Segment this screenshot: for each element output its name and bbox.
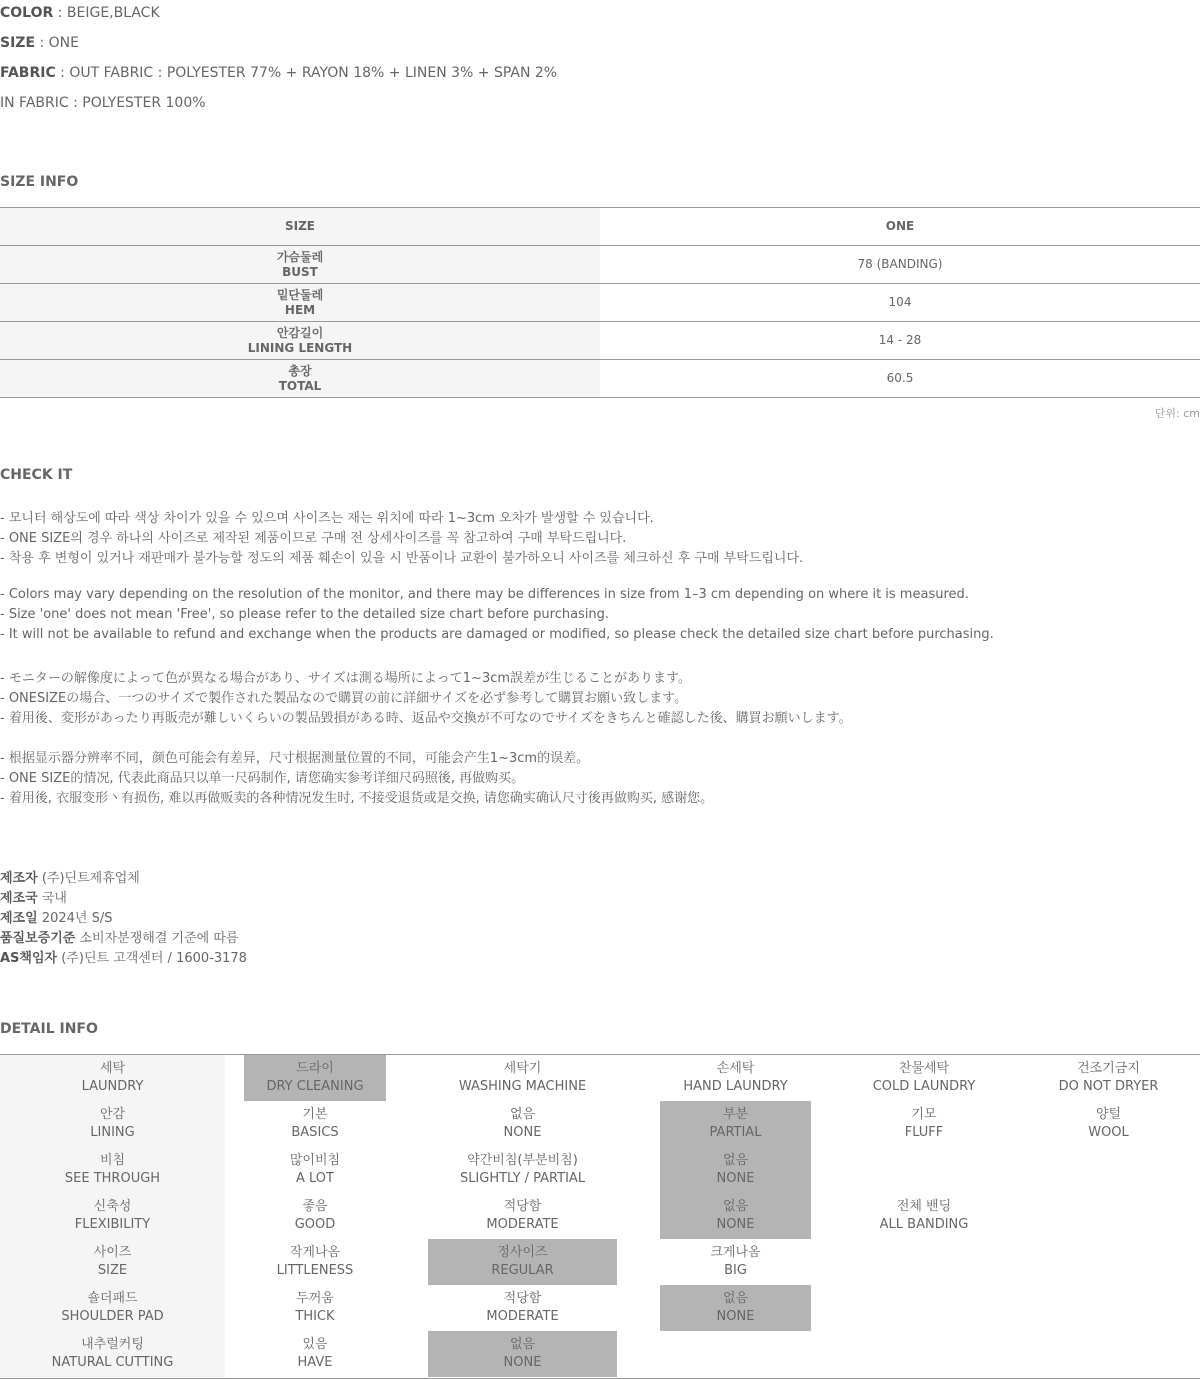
size-row-label (0, 284, 600, 322)
detail-text-en: DRY CLEANING (266, 1079, 364, 1094)
detail-option (428, 1055, 617, 1101)
spec-color (0, 5, 160, 21)
detail-text-en: FLUFF (904, 1125, 944, 1140)
spec-color-label: COLOR (0, 5, 54, 21)
detail-text-ko: 없음 (509, 1107, 536, 1122)
detail-text-en: SLIGHTLY / PARTIAL (459, 1171, 586, 1186)
detail-text-ko: 찬물세탁 (898, 1061, 950, 1076)
detail-text-ko: 많이비침 (289, 1153, 341, 1168)
detail-text-en: NONE (503, 1355, 542, 1370)
maker-line (0, 927, 238, 946)
size-row-value: 60.5 (600, 360, 1200, 398)
maker-value: 국내 (37, 891, 67, 906)
size-row-label-ko: 안감길이 (276, 325, 324, 340)
detail-text-ko: 없음 (722, 1199, 749, 1214)
detail-option-selected (660, 1193, 811, 1239)
detail-option (244, 1147, 386, 1193)
detail-text-en: NATURAL CUTTING (51, 1355, 174, 1370)
detail-text-ko: 크게나옴 (710, 1245, 761, 1260)
size-table (0, 207, 1200, 398)
maker-line (0, 887, 67, 906)
maker-label: 품질보증기준 (0, 931, 76, 946)
detail-row-label (0, 1331, 225, 1377)
detail-option-selected (660, 1101, 811, 1147)
detail-text-en: SEE THROUGH (64, 1171, 161, 1186)
detail-option (244, 1331, 386, 1377)
detail-option (660, 1239, 811, 1285)
detail-text-en: PARTIAL (709, 1125, 762, 1140)
detail-text-en: SIZE (97, 1263, 128, 1278)
detail-text-en: NONE (716, 1309, 755, 1324)
detail-option (428, 1193, 617, 1239)
maker-label: AS책임자 (0, 951, 58, 966)
check-line: - モニターの解像度によって色が異なる場合があり、サイズは測る場所によって1~3cm誤差が生じることがあります。 (0, 671, 691, 686)
detail-text-ko: 건조기금지 (1077, 1061, 1140, 1076)
size-row (0, 284, 1200, 322)
size-row-label-en: LINING LENGTH (247, 340, 353, 355)
detail-option-selected (428, 1331, 617, 1377)
detail-row-label (0, 1147, 225, 1193)
maker-line (0, 867, 140, 886)
size-row (0, 246, 1200, 284)
check-line: - Colors may vary depending on the resolution of the monitor, and there may be differences in size from 1–3 cm depending on where it is measured. (0, 587, 969, 602)
detail-text-ko: 적당함 (503, 1199, 542, 1214)
detail-row-label (0, 1101, 225, 1147)
detail-text-ko: 없음 (722, 1153, 749, 1168)
detail-text-en: COLD LAUNDRY (872, 1079, 976, 1094)
detail-text-ko: 없음 (722, 1291, 749, 1306)
detail-text-ko: 내추럴커팅 (81, 1337, 144, 1352)
detail-text-ko: 작게나옴 (289, 1245, 341, 1260)
check-line: - 根据显示器分辨率不同，颜色可能会有差异，尺寸根据测量位置的不同，可能会产生1~3cm的误差。 (0, 751, 590, 766)
maker-value: (주)딘트제휴업체 (37, 871, 140, 886)
maker-value: 소비자분쟁해결 기준에 따름 (75, 931, 239, 946)
detail-text-ko: 손세탁 (716, 1061, 755, 1076)
detail-option (835, 1193, 1013, 1239)
spec-size (0, 35, 79, 51)
detail-text-ko: 신축성 (93, 1199, 132, 1214)
maker-label: 제조국 (0, 891, 38, 906)
detail-text-en: LAUNDRY (81, 1079, 144, 1094)
spec-fabric (0, 65, 557, 81)
detail-text-en: DO NOT DRYER (1058, 1079, 1159, 1094)
check-line: - ONE SIZE的情况, 代表此商品只以单一尺码制作, 请您确实参考详细尺码照後, 再做购买。 (0, 771, 525, 786)
spec-size-value: : ONE (35, 35, 79, 51)
detail-option (244, 1285, 386, 1331)
detail-option-selected (660, 1147, 811, 1193)
detail-option-selected (244, 1055, 386, 1101)
detail-text-ko: 있음 (302, 1337, 328, 1352)
detail-text-ko: 세탁 (99, 1061, 126, 1076)
detail-text-en: NONE (716, 1171, 755, 1186)
size-row-label-en: TOTAL (278, 378, 322, 393)
spec-fabric-value: : OUT FABRIC : POLYESTER 77% + RAYON 18% + LINEN 3% + SPAN 2% (55, 65, 558, 81)
detail-text-ko: 기모 (911, 1107, 937, 1122)
check-line: - It will not be available to refund and exchange when the products are damaged or modified, so please check the detailed size chart before purchasing. (0, 627, 994, 642)
detail-text-en: GOOD (294, 1217, 336, 1232)
detail-option (428, 1285, 617, 1331)
maker-line (0, 907, 112, 926)
size-table-header (0, 208, 1200, 246)
maker-value: 2024년 S/S (37, 911, 113, 926)
detail-option (428, 1101, 617, 1147)
detail-text-ko: 두꺼움 (296, 1291, 334, 1306)
check-line: - Size 'one' does not mean 'Free', so please refer to the detailed size chart before purchasing. (0, 607, 610, 622)
detail-text-en: HAND LAUNDRY (683, 1079, 788, 1094)
size-row-value: 14 - 28 (600, 322, 1200, 360)
detail-text-en: LINING (90, 1125, 135, 1140)
size-info-title: SIZE INFO (0, 174, 79, 190)
size-row-label-en: BUST (282, 264, 318, 279)
check-line: - 着用後、変形があったり再販売が難しいくらいの製品毀損がある時、返品や交換が不可なのでサイズをきちんと確認した後、購買お願いします。 (0, 711, 852, 726)
detail-text-en: ALL BANDING (879, 1217, 969, 1232)
size-header-label: SIZE (0, 208, 600, 246)
detail-text-en: WOOL (1088, 1125, 1129, 1140)
detail-option (1017, 1101, 1200, 1147)
detail-text-ko: 약간비침(부분비침) (467, 1153, 578, 1168)
size-row-value: 104 (600, 284, 1200, 322)
detail-text-ko: 부분 (722, 1107, 749, 1122)
check-line: - 着用後, 衣服变形丶有损伤, 难以再做贩卖的各种情况发生时, 不接受退货或是交换, 请您确实确认尺寸後再做购买, 感谢您。 (0, 791, 714, 806)
detail-text-ko: 드라이 (296, 1061, 334, 1076)
detail-text-en: NONE (716, 1217, 755, 1232)
spec-in-fabric: IN FABRIC : POLYESTER 100% (0, 95, 206, 111)
detail-text-ko: 정사이즈 (497, 1245, 548, 1260)
detail-option-selected (660, 1285, 811, 1331)
detail-row-label (0, 1239, 225, 1285)
size-row-label (0, 322, 600, 360)
detail-option (1017, 1055, 1200, 1101)
detail-text-en: BASICS (291, 1125, 339, 1140)
spec-size-label: SIZE (0, 35, 36, 51)
detail-text-ko: 기본 (302, 1107, 328, 1122)
detail-option (244, 1239, 386, 1285)
check-line: - ONE SIZE의 경우 하나의 사이즈로 제작된 제품이므로 구매 전 상세사이즈를 꼭 참고하여 구매 부탁드립니다. (0, 531, 627, 546)
detail-text-en: THICK (295, 1309, 335, 1324)
size-row-label-ko: 가슴둘레 (276, 249, 324, 264)
detail-text-ko: 숄더패드 (87, 1291, 138, 1306)
detail-text-ko: 적당함 (503, 1291, 542, 1306)
check-it-title: CHECK IT (0, 467, 73, 483)
detail-row-label (0, 1055, 225, 1101)
size-row (0, 322, 1200, 360)
detail-text-ko: 안감 (99, 1107, 126, 1122)
check-line: - ONESIZEの場合、一つのサイズで製作された製品なので購買の前に詳細サイズを必ず参考して購買お願い致します。 (0, 691, 688, 706)
detail-grid (0, 1054, 1200, 1379)
detail-text-en: NONE (503, 1125, 542, 1140)
size-row-label (0, 246, 600, 284)
detail-text-ko: 전체 밴딩 (896, 1199, 952, 1214)
size-row-label (0, 360, 600, 398)
detail-option (835, 1101, 1013, 1147)
detail-text-en: SHOULDER PAD (61, 1309, 164, 1324)
detail-text-ko: 좋음 (302, 1199, 328, 1214)
spec-color-value: : BEIGE,BLACK (53, 5, 160, 21)
detail-option (244, 1193, 386, 1239)
detail-option (835, 1055, 1013, 1101)
size-row-label-ko: 총장 (288, 363, 312, 378)
maker-line (0, 947, 247, 966)
size-unit: 단위: cm (1154, 407, 1200, 420)
size-header-value: ONE (600, 208, 1200, 246)
detail-text-en: FLEXIBILITY (74, 1217, 151, 1232)
detail-text-en: REGULAR (491, 1263, 554, 1278)
detail-info-title: DETAIL INFO (0, 1021, 98, 1037)
detail-option (244, 1101, 386, 1147)
detail-text-ko: 없음 (509, 1337, 536, 1352)
check-line: - 모니터 해상도에 따라 색상 차이가 있을 수 있으며 사이즈는 재는 위치에 따라 1~3cm 오차가 발생할 수 있습니다. (0, 511, 654, 526)
size-row-value: 78 (BANDING) (600, 246, 1200, 284)
spec-fabric-label: FABRIC (0, 65, 56, 81)
detail-row-label (0, 1193, 225, 1239)
size-row-label-en: HEM (284, 302, 316, 317)
detail-option (660, 1055, 811, 1101)
detail-text-en: HAVE (297, 1355, 333, 1370)
detail-text-en: BIG (724, 1263, 747, 1278)
detail-text-ko: 양털 (1095, 1107, 1122, 1122)
maker-value: (주)딘트 고객센터 / 1600-3178 (57, 951, 247, 966)
size-row (0, 360, 1200, 398)
detail-row-label (0, 1285, 225, 1331)
detail-option (428, 1147, 617, 1193)
detail-text-ko: 비침 (99, 1153, 126, 1168)
size-row-label-ko: 밑단둘레 (276, 287, 324, 302)
detail-option-selected (428, 1239, 617, 1285)
detail-text-en: MODERATE (486, 1309, 559, 1324)
check-line: - 착용 후 변형이 있거나 재판매가 불가능할 정도의 제품 훼손이 있을 시 반품이나 교환이 불가하오니 사이즈를 체크하신 후 구매 부탁드립니다. (0, 551, 804, 566)
detail-text-en: A LOT (296, 1171, 334, 1186)
maker-label: 제조자 (0, 871, 38, 886)
maker-label: 제조일 (0, 911, 38, 926)
detail-text-en: WASHING MACHINE (458, 1079, 587, 1094)
detail-text-en: LITTLENESS (276, 1263, 354, 1278)
detail-text-ko: 세탁기 (503, 1061, 542, 1076)
detail-text-ko: 사이즈 (93, 1245, 132, 1260)
detail-text-en: MODERATE (486, 1217, 559, 1232)
